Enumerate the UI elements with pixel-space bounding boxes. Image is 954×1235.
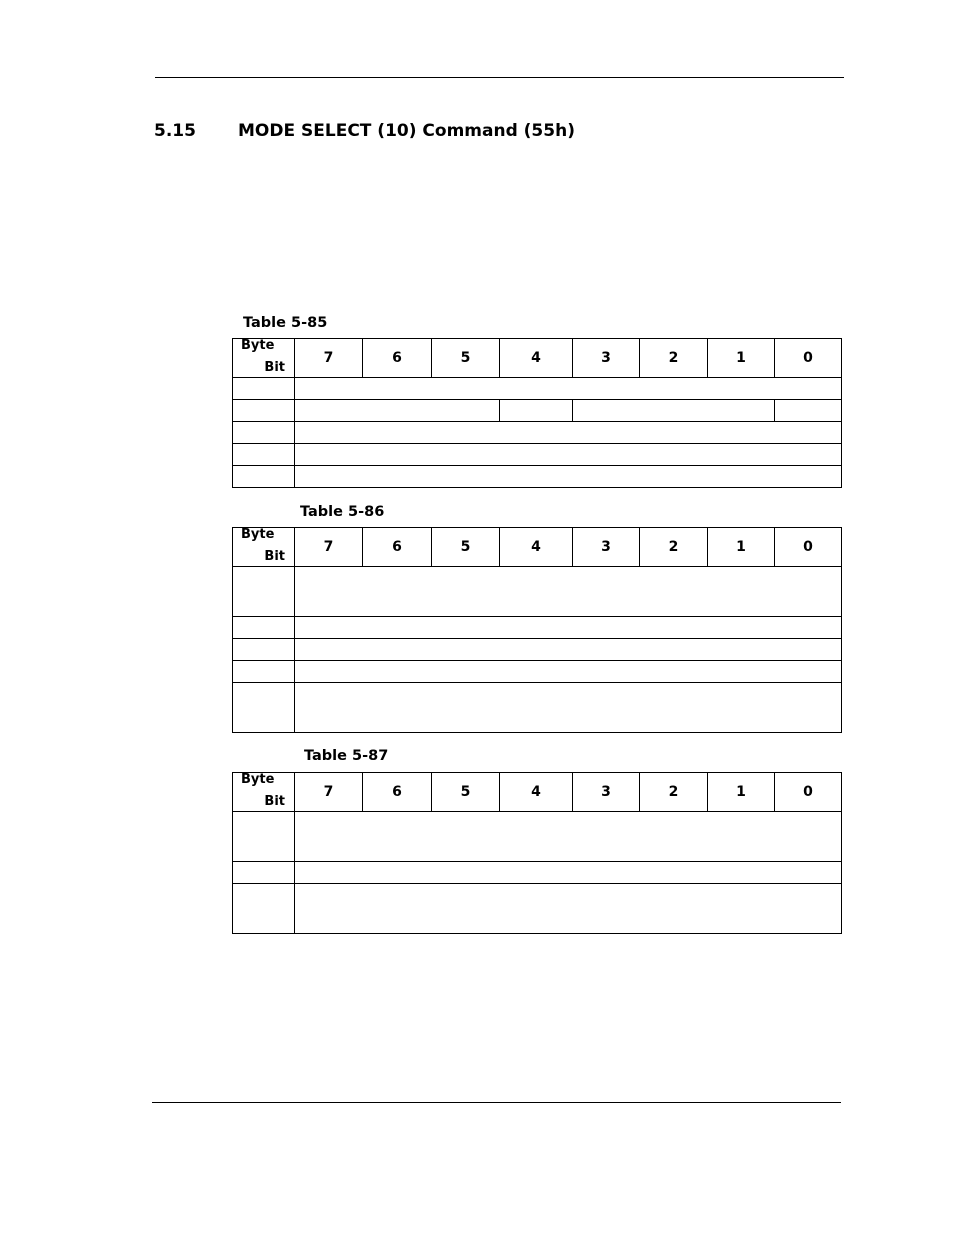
bit-byte-cell (233, 773, 295, 812)
table-row (233, 812, 842, 862)
bit-header-6: 6 (363, 528, 432, 567)
bit-table (232, 338, 842, 488)
field-cell (295, 400, 500, 422)
field-cell (295, 661, 842, 683)
bit-header-3: 3 (573, 528, 640, 567)
table-header-row (233, 528, 842, 567)
field-cell (295, 617, 842, 639)
bit-header-2: 2 (640, 339, 708, 378)
bit-header-6: 6 (363, 339, 432, 378)
bit-label: Bit (264, 794, 285, 809)
bit-byte-cell (233, 528, 295, 567)
bit-header-7: 7 (295, 773, 363, 812)
table-row (233, 639, 842, 661)
bit-label: Bit (264, 360, 285, 375)
bit-header-6: 6 (363, 773, 432, 812)
byte-cell (233, 683, 295, 733)
bit-header-5: 5 (432, 773, 500, 812)
byte-cell (233, 378, 295, 400)
table-caption: Table 5-85 (243, 315, 328, 331)
bit-byte-cell (233, 339, 295, 378)
field-cell (295, 422, 842, 444)
bit-table (232, 527, 842, 733)
table-row (233, 444, 842, 466)
byte-cell (233, 639, 295, 661)
bit-header-2: 2 (640, 528, 708, 567)
bit-header-3: 3 (573, 773, 640, 812)
table-caption: Table 5-86 (300, 504, 385, 520)
bit-header-0: 0 (775, 339, 842, 378)
field-cell (775, 400, 842, 422)
bit-header-7: 7 (295, 339, 363, 378)
field-cell (573, 400, 775, 422)
table-row (233, 422, 842, 444)
field-cell (295, 466, 842, 488)
byte-cell (233, 400, 295, 422)
table-header-row (233, 339, 842, 378)
table-row (233, 617, 842, 639)
byte-cell (233, 884, 295, 934)
section-title: MODE SELECT (10) Command (55h) (238, 121, 575, 141)
bit-header-5: 5 (432, 528, 500, 567)
footer-rule (152, 1102, 841, 1103)
field-cell (500, 400, 573, 422)
table-caption: Table 5-87 (304, 748, 389, 764)
table-row (233, 661, 842, 683)
byte-cell (233, 422, 295, 444)
byte-label: Byte (241, 527, 275, 542)
bit-header-4: 4 (500, 528, 573, 567)
bit-header-0: 0 (775, 773, 842, 812)
byte-cell (233, 444, 295, 466)
table-row (233, 400, 842, 422)
byte-label: Byte (241, 772, 275, 787)
byte-label: Byte (241, 338, 275, 353)
field-cell (295, 378, 842, 400)
byte-cell (233, 661, 295, 683)
byte-cell (233, 466, 295, 488)
field-cell (295, 862, 842, 884)
field-cell (295, 639, 842, 661)
byte-cell (233, 812, 295, 862)
bit-header-0: 0 (775, 528, 842, 567)
table-row (233, 884, 842, 934)
bit-header-4: 4 (500, 339, 573, 378)
field-cell (295, 444, 842, 466)
table-row (233, 683, 842, 733)
bit-header-7: 7 (295, 528, 363, 567)
table-header-row (233, 773, 842, 812)
table-row (233, 567, 842, 617)
bit-header-4: 4 (500, 773, 573, 812)
table-row (233, 378, 842, 400)
byte-cell (233, 862, 295, 884)
bit-header-2: 2 (640, 773, 708, 812)
bit-header-1: 1 (708, 528, 775, 567)
bit-header-1: 1 (708, 339, 775, 378)
bit-header-1: 1 (708, 773, 775, 812)
bit-label: Bit (264, 549, 285, 564)
section-number: 5.15 (154, 121, 196, 141)
bit-header-5: 5 (432, 339, 500, 378)
field-cell (295, 683, 842, 733)
table-row (233, 466, 842, 488)
bit-table (232, 772, 842, 934)
field-cell (295, 567, 842, 617)
byte-cell (233, 617, 295, 639)
field-cell (295, 884, 842, 934)
header-rule (155, 77, 844, 78)
bit-header-3: 3 (573, 339, 640, 378)
table-row (233, 862, 842, 884)
field-cell (295, 812, 842, 862)
byte-cell (233, 567, 295, 617)
